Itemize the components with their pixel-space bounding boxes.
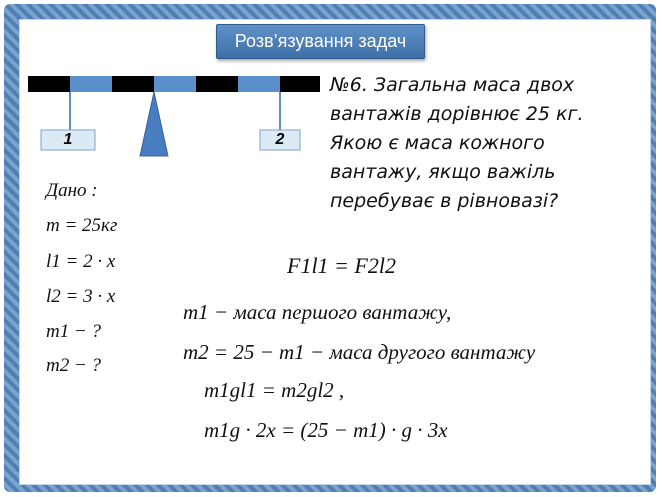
equation-2: m1g · 2x = (25 − m1) · g · 3x	[204, 418, 448, 442]
problem-line: перебуває в рівновазі?	[330, 190, 559, 212]
given-heading: Дано :	[46, 180, 98, 201]
beam-segment-dark	[196, 76, 238, 92]
given-line: m1 − ?	[46, 321, 102, 342]
given-line: l2 = 3 · x	[46, 286, 116, 307]
m1-definition: m1 − маса першого вантажу,	[183, 300, 452, 324]
problem-line: Якою є маса кожного	[330, 132, 545, 154]
lever-diagram	[28, 68, 328, 168]
fulcrum	[140, 92, 168, 156]
balance-equation: F1l1 = F2l2	[287, 253, 396, 278]
beam-segment-dark	[112, 76, 154, 92]
lever-beam	[28, 76, 320, 92]
weight-label-right: 2	[275, 131, 285, 148]
given-line: m = 25кг	[46, 215, 118, 236]
beam-segment-dark	[280, 76, 320, 92]
problem-line: вантажу, якщо важіль	[330, 161, 556, 183]
problem-line: №6. Загальна маса двох	[330, 74, 575, 96]
slide-title: Розв’язування задач	[216, 24, 425, 59]
weight-label-left: 1	[63, 131, 73, 148]
given-line: l1 = 2 · x	[46, 251, 116, 272]
m2-definition: m2 = 25 − m1 − маса другого вантажу	[183, 340, 536, 364]
equation-1: m1gl1 = m2gl2 ,	[204, 378, 345, 402]
beam-segment-dark	[28, 76, 70, 92]
problem-line: вантажів дорівнює 25 кг.	[330, 103, 584, 125]
given-line: m2 − ?	[46, 355, 102, 376]
problem-statement	[330, 71, 650, 216]
